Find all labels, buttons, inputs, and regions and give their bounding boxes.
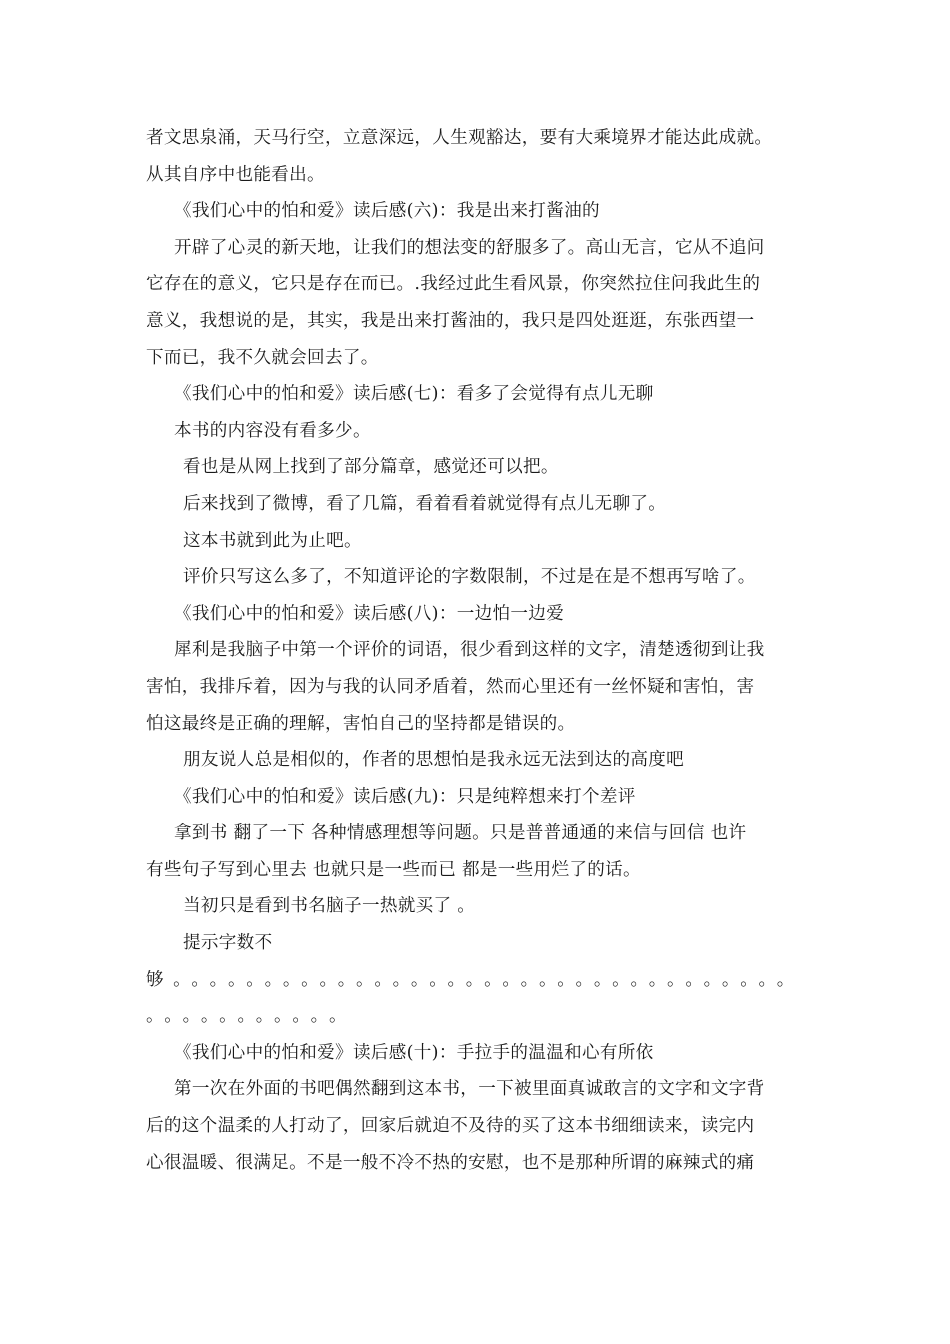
text-line: 心很温暖、很满足。不是一般不冷不热的安慰，也不是那种所谓的麻辣式的痛	[146, 1152, 755, 1173]
text-line: 。。。。。。。。。。。	[146, 1006, 357, 1027]
section-heading-6: 《我们心中的怕和爱》读后感(六)：我是出来打酱油的	[174, 201, 600, 222]
text-line: 意义，我想说的是，其实，我是出来打酱油的，我只是四处逛逛，东张西望一	[146, 310, 755, 331]
section-heading-9: 《我们心中的怕和爱》读后感(九)：只是纯粹想来打个差评	[174, 786, 636, 807]
text-line: 提示字数不	[183, 933, 273, 954]
text-line: 后来找到了微博，看了几篇，看着看着就觉得有点儿无聊了。	[183, 493, 667, 514]
text-line: 有些句子写到心里去 也就只是一些而已 都是一些用烂了的话。	[146, 859, 641, 880]
text-line: 拿到书 翻了一下 各种情感理想等问题。只是普普通通的来信与回信 也许	[174, 823, 747, 844]
text-line: 够。。。。。。。。。。。。。。。。。。。。。。。。。。。。。。。。。。	[146, 969, 804, 990]
text-line: 怕这最终是正确的理解，害怕自己的坚持都是错误的。	[146, 713, 576, 734]
section-heading-10: 《我们心中的怕和爱》读后感(十)：手拉手的温温和心有所依	[174, 1042, 654, 1063]
text-line: 这本书就到此为止吧。	[183, 530, 362, 551]
text-line: 它存在的意义，它只是存在而已。.我经过此生看风景，你突然拉住问我此生的	[146, 274, 761, 295]
text-line: 从其自序中也能看出。	[146, 164, 325, 185]
section-heading-7: 《我们心中的怕和爱》读后感(七)：看多了会觉得有点儿无聊	[174, 384, 654, 405]
text-line: 害怕，我排斥着，因为与我的认同矛盾着，然而心里还有一丝怀疑和害怕，害	[146, 676, 755, 697]
text-line: 第一次在外面的书吧偶然翻到这本书，一下被里面真诚敢言的文字和文字背	[174, 1079, 765, 1100]
text-line: 看也是从网上找到了部分篇章，感觉还可以把。	[183, 457, 559, 478]
text-line: 本书的内容没有看多少。	[174, 420, 371, 441]
document-page	[146, 120, 816, 1181]
text-line: 朋友说人总是相似的，作者的思想怕是我永远无法到达的高度吧	[183, 750, 685, 771]
text-line: 当初只是看到书名脑子一热就买了 。	[183, 896, 476, 917]
text-line: 犀利是我脑子中第一个评价的词语，很少看到这样的文字，清楚透彻到让我	[174, 640, 765, 661]
section-heading-8: 《我们心中的怕和爱》读后感(八)：一边怕一边爱	[174, 603, 565, 624]
text-line: 开辟了心灵的新天地，让我们的想法变的舒服多了。高山无言，它从不追问	[174, 237, 765, 258]
text-line: 下而已，我不久就会回去了。	[146, 347, 379, 368]
text-line: 者文思泉涌，天马行空，立意深远，人生观豁达，要有大乘境界才能达此成就。	[146, 128, 773, 148]
text-line: 评价只写这么多了，不知道评论的字数限制，不过是在是不想再写啥了。	[183, 567, 756, 588]
text-line: 后的这个温柔的人打动了，回家后就迫不及待的买了这本书细细读来，读完内	[146, 1116, 755, 1137]
